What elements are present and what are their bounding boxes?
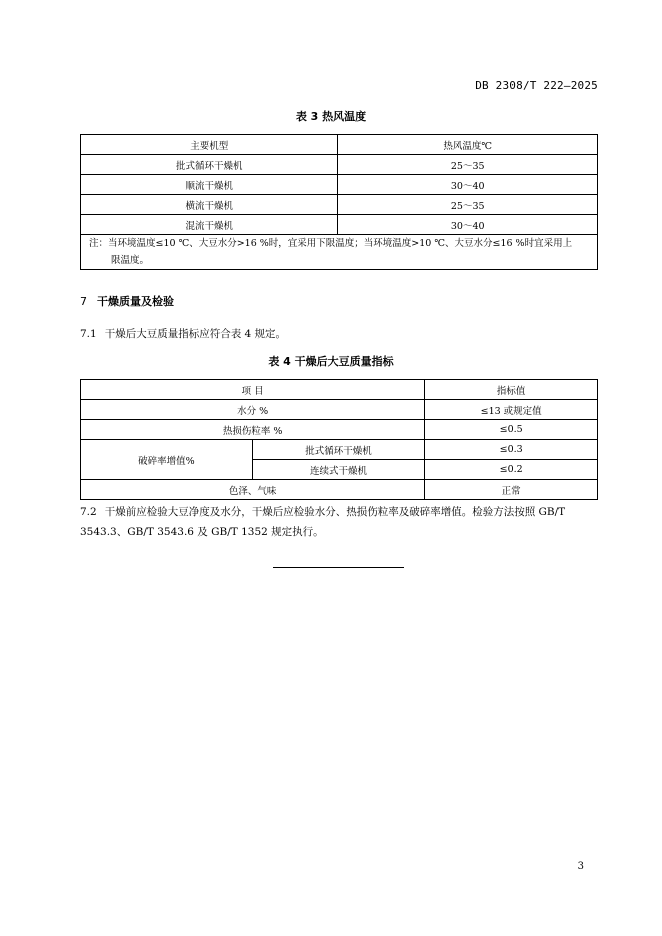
table-cell: 批式循环干燥机	[81, 155, 338, 175]
table-cell: 25～35	[338, 195, 598, 215]
table-cell: ≤0.5	[425, 420, 598, 440]
table-cell: 连续式干燥机	[252, 460, 425, 480]
paragraph-7-1	[80, 324, 598, 344]
end-rule	[273, 567, 404, 568]
paragraph-7-2-line2: 3543.3、GB/T 3543.6 及 GB/T 1352 规定执行。	[80, 526, 324, 538]
clause-number: 7.2	[80, 506, 97, 518]
table-cell: 破碎率增值%	[81, 440, 253, 480]
table-cell: ≤0.3	[425, 440, 598, 460]
table-cell: 正常	[425, 480, 598, 500]
table-cell: 水分 %	[81, 400, 425, 420]
table-row	[81, 155, 598, 175]
table-row	[81, 135, 598, 155]
table-header-cell: 项 目	[81, 380, 425, 400]
table-header-cell: 指标值	[425, 380, 598, 400]
table-row	[81, 235, 598, 270]
table-row	[81, 480, 598, 500]
clause-text: 干燥后大豆质量指标应符合表 4 规定。	[104, 328, 287, 340]
table4-soybean-quality-indicators	[80, 379, 598, 500]
page-number: 3	[577, 861, 584, 872]
table-cell: 混流干燥机	[81, 215, 338, 235]
table4-caption: 表 4 干燥后大豆质量指标	[268, 355, 394, 368]
paragraph-7-2-line1	[80, 502, 598, 522]
table-cell: 25～35	[338, 155, 598, 175]
table-row	[81, 400, 598, 420]
section-title: 干燥质量及检验	[97, 295, 174, 308]
table-header-cell: 主要机型	[81, 135, 338, 155]
document-code: DB 2308/T 222—2025	[475, 79, 598, 92]
table-row	[81, 440, 598, 460]
table-cell: 色泽、气味	[81, 480, 425, 500]
table-cell: ≤0.2	[425, 460, 598, 480]
table3-note	[81, 235, 598, 270]
clause-number: 7.1	[80, 328, 97, 340]
table-cell: 顺流干燥机	[81, 175, 338, 195]
table-cell: 热损伤粒率 %	[81, 420, 425, 440]
table-cell: 横流干燥机	[81, 195, 338, 215]
table-cell: 批式循环干燥机	[252, 440, 425, 460]
table-row	[81, 175, 598, 195]
table3-note-line2: 限温度。	[111, 255, 150, 266]
table-row	[81, 380, 598, 400]
section-7-heading	[80, 293, 174, 309]
table-row	[81, 215, 598, 235]
table-row	[81, 195, 598, 215]
table3-hot-air-temperature	[80, 134, 598, 270]
table-row	[81, 420, 598, 440]
clause-text: 干燥前应检验大豆净度及水分，干燥后应检验水分、热损伤粒率及破碎率增值。检验方法按照 GB/T	[104, 506, 566, 518]
table-header-cell: 热风温度℃	[338, 135, 598, 155]
section-number: 7	[80, 295, 87, 308]
paragraph-7-2	[80, 502, 598, 542]
table3-caption: 表 3 热风温度	[295, 110, 367, 123]
table-cell: ≤13 或规定值	[425, 400, 598, 420]
table3-note-line1: 注：当环境温度≤10 ℃、大豆水分>16 %时，宜采用下限温度；当环境温度>10 ℃、大豆水分≤16 %时宜采用上	[89, 238, 573, 249]
table-cell: 30～40	[338, 215, 598, 235]
table-cell: 30～40	[338, 175, 598, 195]
